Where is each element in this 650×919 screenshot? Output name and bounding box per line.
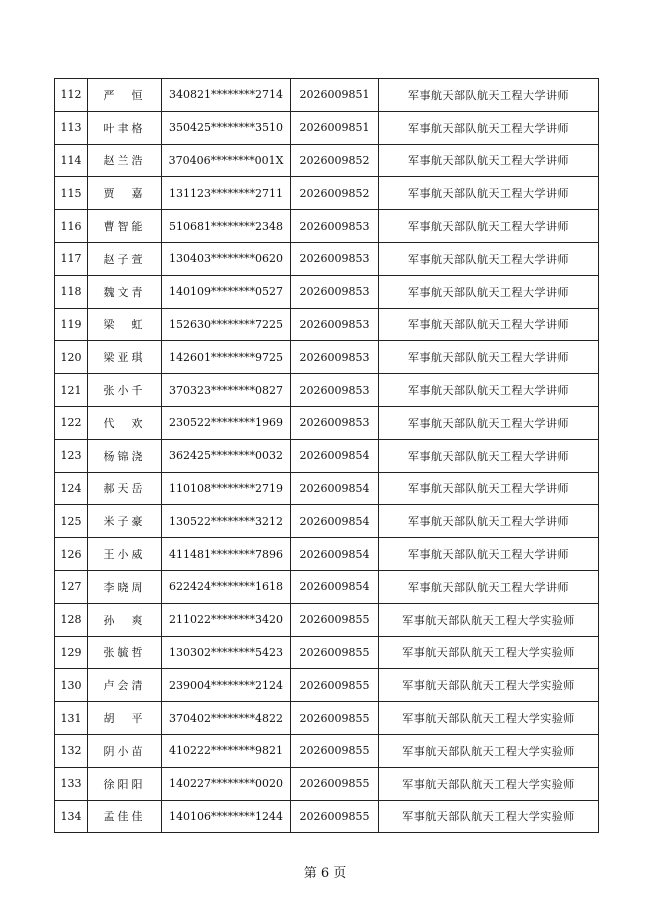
person-name: 赵兰浩 xyxy=(88,144,162,177)
position-code: 2026009855 xyxy=(291,800,379,833)
position-title: 军事航天部队航天工程大学实验师 xyxy=(379,669,599,702)
person-name: 梁亚琪 xyxy=(88,341,162,374)
table-row xyxy=(55,177,599,210)
table-row xyxy=(55,505,599,538)
position-title: 军事航天部队航天工程大学讲师 xyxy=(379,341,599,374)
position-code: 2026009855 xyxy=(291,767,379,800)
position-code: 2026009853 xyxy=(291,374,379,407)
row-number: 116 xyxy=(55,210,88,243)
position-title: 军事航天部队航天工程大学讲师 xyxy=(379,439,599,472)
table-row xyxy=(55,636,599,669)
id-number: 370323********0827 xyxy=(162,374,291,407)
id-number: 370402********4822 xyxy=(162,702,291,735)
id-number: 622424********1618 xyxy=(162,570,291,603)
row-number: 113 xyxy=(55,111,88,144)
row-number: 128 xyxy=(55,603,88,636)
table-row xyxy=(55,439,599,472)
id-number: 230522********1969 xyxy=(162,406,291,439)
position-title: 军事航天部队航天工程大学实验师 xyxy=(379,702,599,735)
person-name: 代 欢 xyxy=(88,406,162,439)
table-row xyxy=(55,570,599,603)
position-code: 2026009854 xyxy=(291,570,379,603)
table-row xyxy=(55,702,599,735)
table-row xyxy=(55,111,599,144)
position-code: 2026009852 xyxy=(291,177,379,210)
position-code: 2026009853 xyxy=(291,341,379,374)
table-row xyxy=(55,603,599,636)
person-name: 王小威 xyxy=(88,538,162,571)
id-number: 340821********2714 xyxy=(162,79,291,112)
page-number: 第 6 页 xyxy=(303,866,347,881)
position-code: 2026009853 xyxy=(291,406,379,439)
position-code: 2026009853 xyxy=(291,275,379,308)
position-title: 军事航天部队航天工程大学实验师 xyxy=(379,603,599,636)
person-name: 曹智能 xyxy=(88,210,162,243)
row-number: 133 xyxy=(55,767,88,800)
person-name: 叶聿格 xyxy=(88,111,162,144)
table-row xyxy=(55,275,599,308)
table-row xyxy=(55,341,599,374)
position-code: 2026009855 xyxy=(291,669,379,702)
row-number: 127 xyxy=(55,570,88,603)
person-name: 孟佳佳 xyxy=(88,800,162,833)
table-row xyxy=(55,472,599,505)
position-title: 军事航天部队航天工程大学讲师 xyxy=(379,111,599,144)
position-title: 军事航天部队航天工程大学讲师 xyxy=(379,472,599,505)
position-title: 军事航天部队航天工程大学实验师 xyxy=(379,636,599,669)
position-code: 2026009854 xyxy=(291,472,379,505)
position-title: 军事航天部队航天工程大学讲师 xyxy=(379,308,599,341)
row-number: 119 xyxy=(55,308,88,341)
id-number: 130302********5423 xyxy=(162,636,291,669)
row-number: 132 xyxy=(55,734,88,767)
position-title: 军事航天部队航天工程大学实验师 xyxy=(379,800,599,833)
row-number: 114 xyxy=(55,144,88,177)
row-number: 125 xyxy=(55,505,88,538)
table-row xyxy=(55,800,599,833)
row-number: 131 xyxy=(55,702,88,735)
row-number: 130 xyxy=(55,669,88,702)
row-number: 122 xyxy=(55,406,88,439)
id-number: 239004********2124 xyxy=(162,669,291,702)
id-number: 370406********001X xyxy=(162,144,291,177)
position-code: 2026009855 xyxy=(291,734,379,767)
id-number: 142601********9725 xyxy=(162,341,291,374)
person-name: 杨锦浇 xyxy=(88,439,162,472)
position-title: 军事航天部队航天工程大学讲师 xyxy=(379,144,599,177)
table-row xyxy=(55,210,599,243)
person-name: 赵子萱 xyxy=(88,242,162,275)
position-title: 军事航天部队航天工程大学实验师 xyxy=(379,767,599,800)
table-row xyxy=(55,767,599,800)
id-number: 140106********1244 xyxy=(162,800,291,833)
position-code: 2026009851 xyxy=(291,79,379,112)
person-name: 严 恒 xyxy=(88,79,162,112)
id-number: 110108********2719 xyxy=(162,472,291,505)
person-name: 郝天岳 xyxy=(88,472,162,505)
position-code: 2026009855 xyxy=(291,636,379,669)
id-number: 510681********2348 xyxy=(162,210,291,243)
person-name: 张小千 xyxy=(88,374,162,407)
position-code: 2026009854 xyxy=(291,538,379,571)
id-number: 411481********7896 xyxy=(162,538,291,571)
person-name: 卢会清 xyxy=(88,669,162,702)
row-number: 120 xyxy=(55,341,88,374)
row-number: 117 xyxy=(55,242,88,275)
id-number: 350425********3510 xyxy=(162,111,291,144)
position-code: 2026009851 xyxy=(291,111,379,144)
person-name: 贾 嘉 xyxy=(88,177,162,210)
person-name: 魏文青 xyxy=(88,275,162,308)
row-number: 129 xyxy=(55,636,88,669)
id-number: 131123********2711 xyxy=(162,177,291,210)
id-number: 362425********0032 xyxy=(162,439,291,472)
position-title: 军事航天部队航天工程大学讲师 xyxy=(379,242,599,275)
person-name: 阴小苗 xyxy=(88,734,162,767)
position-code: 2026009854 xyxy=(291,505,379,538)
row-number: 134 xyxy=(55,800,88,833)
table-row xyxy=(55,406,599,439)
position-code: 2026009854 xyxy=(291,439,379,472)
table-row xyxy=(55,374,599,407)
row-number: 123 xyxy=(55,439,88,472)
id-number: 152630********7225 xyxy=(162,308,291,341)
position-code: 2026009853 xyxy=(291,210,379,243)
id-number: 130403********0620 xyxy=(162,242,291,275)
roster-table xyxy=(54,78,599,833)
position-code: 2026009853 xyxy=(291,242,379,275)
position-title: 军事航天部队航天工程大学讲师 xyxy=(379,505,599,538)
position-title: 军事航天部队航天工程大学讲师 xyxy=(379,79,599,112)
person-name: 胡 平 xyxy=(88,702,162,735)
id-number: 130522********3212 xyxy=(162,505,291,538)
position-code: 2026009855 xyxy=(291,702,379,735)
position-title: 军事航天部队航天工程大学讲师 xyxy=(379,374,599,407)
row-number: 121 xyxy=(55,374,88,407)
person-name: 张毓哲 xyxy=(88,636,162,669)
table-row xyxy=(55,538,599,571)
id-number: 140227********0020 xyxy=(162,767,291,800)
person-name: 李晓周 xyxy=(88,570,162,603)
row-number: 126 xyxy=(55,538,88,571)
person-name: 孙 爽 xyxy=(88,603,162,636)
id-number: 410222********9821 xyxy=(162,734,291,767)
table-row xyxy=(55,669,599,702)
table-row xyxy=(55,242,599,275)
id-number: 140109********0527 xyxy=(162,275,291,308)
table-row xyxy=(55,79,599,112)
person-name: 梁 虹 xyxy=(88,308,162,341)
position-title: 军事航天部队航天工程大学实验师 xyxy=(379,734,599,767)
row-number: 115 xyxy=(55,177,88,210)
position-code: 2026009855 xyxy=(291,603,379,636)
roster-body xyxy=(55,79,599,833)
row-number: 124 xyxy=(55,472,88,505)
row-number: 112 xyxy=(55,79,88,112)
position-title: 军事航天部队航天工程大学讲师 xyxy=(379,210,599,243)
position-title: 军事航天部队航天工程大学讲师 xyxy=(379,275,599,308)
position-code: 2026009853 xyxy=(291,308,379,341)
table-row xyxy=(55,144,599,177)
position-title: 军事航天部队航天工程大学讲师 xyxy=(379,406,599,439)
id-number: 211022********3420 xyxy=(162,603,291,636)
position-title: 军事航天部队航天工程大学讲师 xyxy=(379,570,599,603)
person-name: 徐阳阳 xyxy=(88,767,162,800)
person-name: 米子豪 xyxy=(88,505,162,538)
position-code: 2026009852 xyxy=(291,144,379,177)
row-number: 118 xyxy=(55,275,88,308)
position-title: 军事航天部队航天工程大学讲师 xyxy=(379,538,599,571)
position-title: 军事航天部队航天工程大学讲师 xyxy=(379,177,599,210)
table-row xyxy=(55,308,599,341)
table-row xyxy=(55,734,599,767)
